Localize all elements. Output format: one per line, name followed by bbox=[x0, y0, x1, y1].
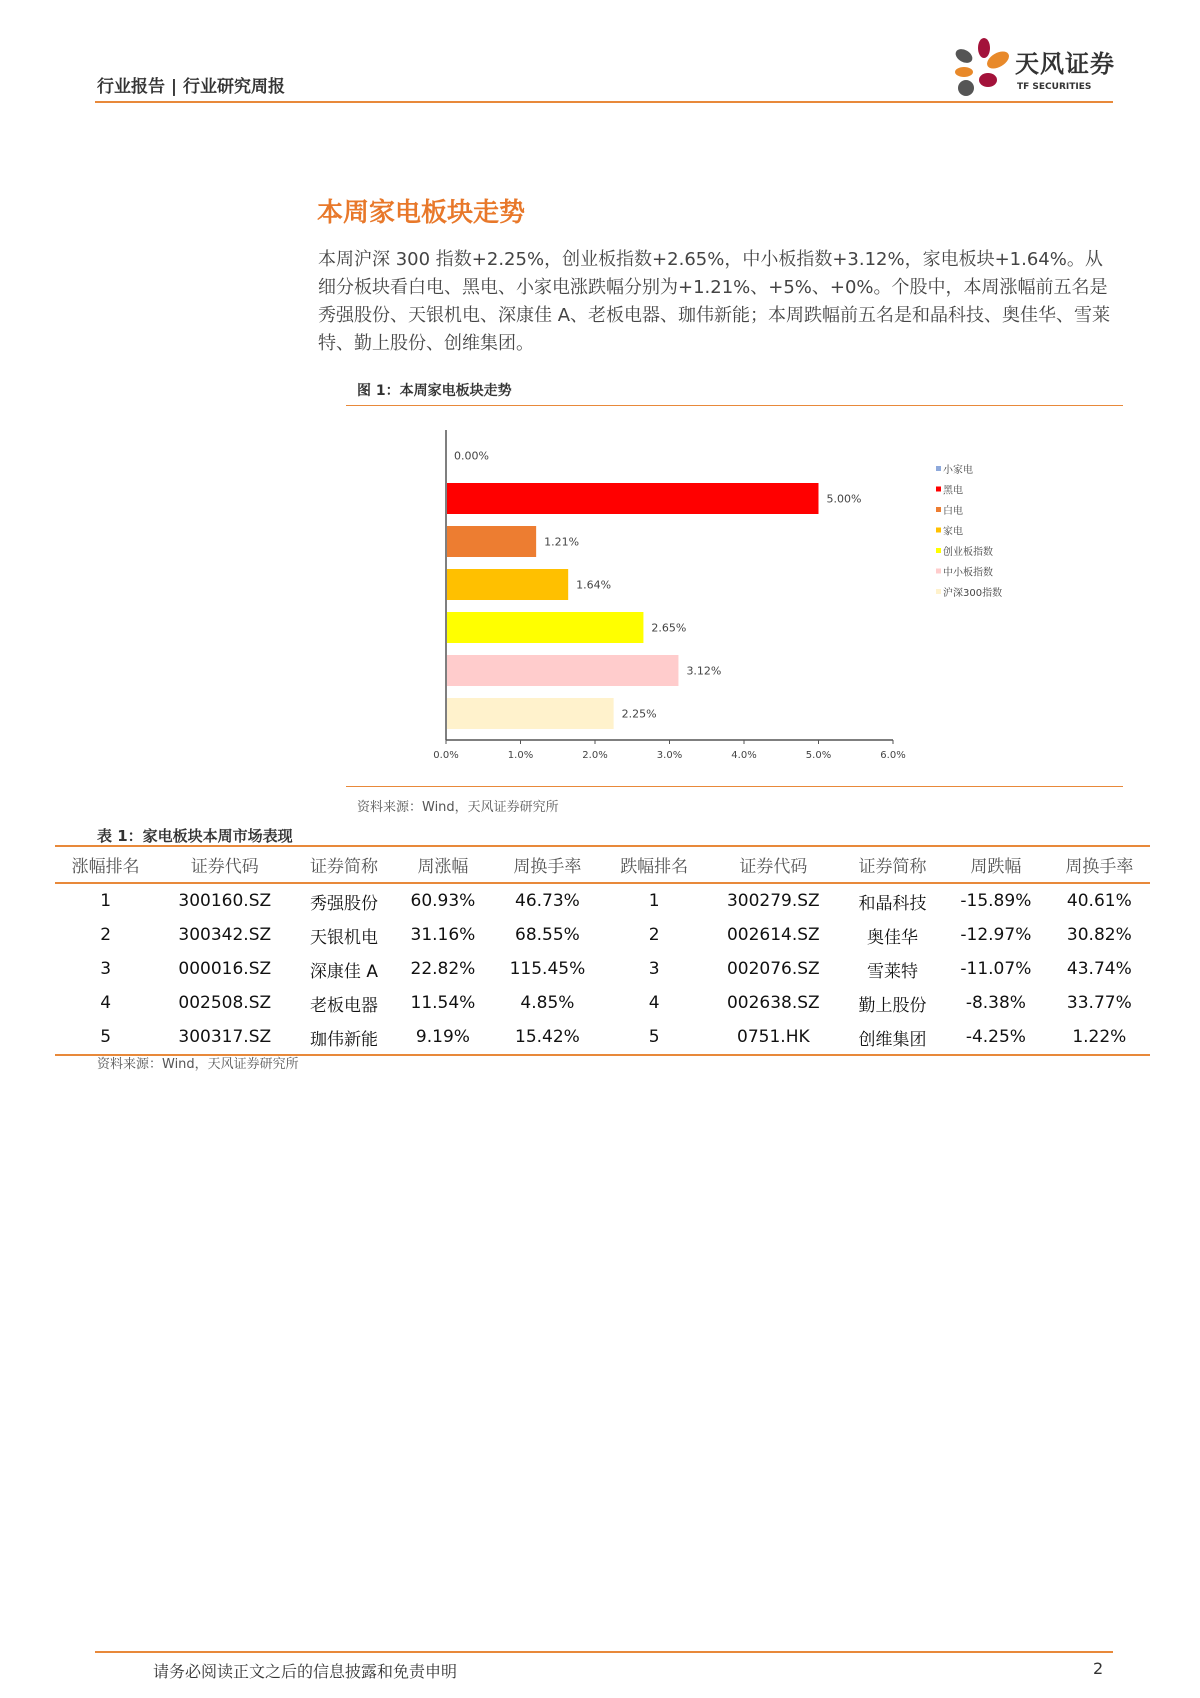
legend-label: 中小板指数 bbox=[943, 567, 993, 579]
table-cell: 002508.SZ bbox=[178, 993, 272, 1013]
legend-swatch bbox=[936, 548, 941, 553]
legend-label: 沪深300指数 bbox=[943, 588, 1003, 599]
table-cell: 天银机电 bbox=[309, 927, 378, 948]
table-cell: 46.73% bbox=[515, 891, 580, 911]
company-logo bbox=[950, 38, 1120, 100]
bar-chart bbox=[346, 410, 1123, 780]
table-cell: 秀强股份 bbox=[309, 893, 378, 914]
bar-value-label: 5.00% bbox=[826, 492, 862, 506]
bar-value-label: 1.21% bbox=[544, 535, 580, 549]
logo-subtext: TF SECURITIES bbox=[1017, 82, 1092, 92]
column-header: 周跌幅 bbox=[943, 846, 1049, 883]
table-row bbox=[55, 1020, 1150, 1055]
table-cell: -8.38% bbox=[965, 993, 1026, 1013]
legend-swatch bbox=[936, 589, 941, 594]
table-cell: 3 bbox=[648, 959, 660, 979]
table-cell: 300160.SZ bbox=[178, 891, 272, 911]
table-cell: 002614.SZ bbox=[726, 925, 820, 945]
legend-swatch bbox=[936, 487, 941, 492]
figure-bottom-line bbox=[346, 786, 1123, 787]
table-cell: 深康佳 A bbox=[309, 961, 378, 982]
table-cell: 002638.SZ bbox=[726, 993, 820, 1013]
footer-disclaimer: 请务必阅读正文之后的信息披露和免责申明 bbox=[153, 1662, 458, 1681]
x-tick-label: 5.0% bbox=[805, 750, 832, 761]
column-header: 证券代码 bbox=[705, 846, 842, 883]
bar-1 bbox=[447, 483, 819, 514]
table-cell: 创维集团 bbox=[842, 1020, 943, 1055]
legend-label: 创业板指数 bbox=[943, 547, 993, 558]
bar-value-label: 0.00% bbox=[454, 449, 489, 463]
bar-4 bbox=[447, 612, 643, 643]
table-cell: 15.42% bbox=[491, 1020, 603, 1055]
figure-caption: 图 1：本周家电板块走势 bbox=[357, 383, 512, 399]
footer-divider bbox=[95, 1651, 1113, 1653]
legend-swatch bbox=[936, 507, 941, 512]
table-caption: 表 1：家电板块本周市场表现 bbox=[97, 827, 293, 845]
page-number: 2 bbox=[1093, 1659, 1104, 1678]
table-cell: 68.55% bbox=[515, 925, 580, 945]
logo-text: 天风证券 bbox=[1015, 50, 1115, 78]
bar-value-label: 2.25% bbox=[621, 707, 657, 721]
table-cell: 115.45% bbox=[509, 959, 586, 979]
x-tick-label: 4.0% bbox=[731, 750, 757, 761]
table-cell: 300342.SZ bbox=[178, 925, 272, 945]
table-cell: 40.61% bbox=[1066, 891, 1132, 911]
table-header-row bbox=[55, 846, 1150, 883]
column-header: 证券简称 bbox=[293, 846, 394, 883]
table-cell: 002076.SZ bbox=[726, 959, 820, 979]
column-header: 涨幅排名 bbox=[55, 846, 156, 883]
table-row bbox=[55, 952, 1150, 986]
x-tick-label: 1.0% bbox=[507, 750, 534, 761]
table-cell: 雪莱特 bbox=[866, 961, 918, 982]
table-cell: 300279.SZ bbox=[726, 891, 820, 911]
table-cell: 1 bbox=[648, 891, 660, 911]
column-header: 证券简称 bbox=[842, 846, 943, 883]
logo-flower-icon bbox=[950, 38, 1014, 100]
bar-5 bbox=[447, 655, 678, 686]
column-header: 周涨幅 bbox=[395, 846, 492, 883]
table-cell: -15.89% bbox=[960, 891, 1032, 911]
table-cell: 2 bbox=[100, 925, 112, 945]
table-cell: 2 bbox=[648, 925, 660, 945]
table-cell: 3 bbox=[100, 959, 112, 979]
legend-swatch bbox=[936, 528, 941, 533]
table-row bbox=[55, 918, 1150, 952]
table-cell: 奥佳华 bbox=[866, 927, 918, 948]
table-cell: 和晶科技 bbox=[858, 893, 927, 914]
figure-top-line bbox=[346, 405, 1123, 406]
table-cell: 31.16% bbox=[410, 925, 476, 945]
table-cell: 300317.SZ bbox=[156, 1020, 293, 1055]
table-row bbox=[55, 883, 1150, 918]
table-source: 资料来源：Wind，天风证券研究所 bbox=[97, 1057, 299, 1072]
bar-value-label: 3.12% bbox=[686, 664, 722, 678]
table-cell: 5 bbox=[55, 1020, 156, 1055]
header-title: 行业报告 | 行业研究周报 bbox=[97, 77, 286, 97]
column-header: 跌幅排名 bbox=[604, 846, 705, 883]
table-row bbox=[55, 986, 1150, 1020]
table-cell: 4.85% bbox=[520, 993, 575, 1013]
table-cell: 4 bbox=[648, 993, 660, 1013]
bar-value-label: 2.65% bbox=[651, 621, 687, 635]
column-header: 证券代码 bbox=[156, 846, 293, 883]
market-performance-table bbox=[55, 845, 1150, 1056]
table-cell: 勤上股份 bbox=[858, 995, 927, 1016]
section-title: 本周家电板块走势 bbox=[317, 198, 526, 228]
table-cell: 老板电器 bbox=[309, 995, 378, 1016]
table-cell: 4 bbox=[100, 993, 112, 1013]
table-cell: 0751.HK bbox=[705, 1020, 842, 1055]
table-cell: 11.54% bbox=[410, 993, 476, 1013]
legend-label: 白电 bbox=[943, 506, 963, 517]
table-cell: 22.82% bbox=[410, 959, 476, 979]
x-tick-label: 3.0% bbox=[656, 750, 683, 761]
table-cell: 43.74% bbox=[1066, 959, 1132, 979]
bar-3 bbox=[447, 569, 568, 600]
table-cell: 1.22% bbox=[1049, 1020, 1150, 1055]
legend-swatch bbox=[936, 466, 941, 471]
table-cell: 60.93% bbox=[410, 891, 476, 911]
x-tick-label: 2.0% bbox=[582, 750, 608, 761]
bar-value-label: 1.64% bbox=[576, 578, 612, 592]
legend-label: 家电 bbox=[943, 526, 963, 538]
table-cell: 1 bbox=[100, 891, 112, 911]
table-cell: 30.82% bbox=[1066, 925, 1132, 945]
legend-label: 黑电 bbox=[943, 485, 963, 497]
x-tick-label: 0.0% bbox=[433, 750, 459, 761]
legend-label: 小家电 bbox=[943, 465, 973, 476]
figure-source: 资料来源：Wind，天风证券研究所 bbox=[357, 800, 559, 815]
x-tick-label: 6.0% bbox=[880, 750, 906, 761]
table-cell: 9.19% bbox=[395, 1020, 492, 1055]
table-cell: 5 bbox=[604, 1020, 705, 1055]
legend-swatch bbox=[936, 569, 941, 574]
column-header: 周换手率 bbox=[491, 846, 603, 883]
header-divider bbox=[95, 101, 1113, 103]
table-cell: -12.97% bbox=[960, 925, 1032, 945]
body-paragraph: 本周沪深 300 指数+2.25%，创业板指数+2.65%，中小板指数+3.12%，家电板块+1.64%。从细分板块看白电、黑电、小家电涨跌幅分别为+1.21%、+5%、+0%。个股中，本周涨幅前五名是秀强股份、天银机电、深康佳 A、老板电器、珈伟新能；本周跌幅前五名是和晶科技、奥佳华、雪莱特、勤上股份、创维集团。 bbox=[318, 249, 1111, 354]
bar-6 bbox=[447, 698, 614, 729]
table-cell: -4.25% bbox=[943, 1020, 1049, 1055]
table-cell: 000016.SZ bbox=[178, 959, 272, 979]
column-header: 周换手率 bbox=[1049, 846, 1150, 883]
table-cell: 珈伟新能 bbox=[293, 1020, 394, 1055]
table-cell: 33.77% bbox=[1066, 993, 1132, 1013]
table-cell: -11.07% bbox=[960, 959, 1032, 979]
bar-2 bbox=[447, 526, 536, 557]
